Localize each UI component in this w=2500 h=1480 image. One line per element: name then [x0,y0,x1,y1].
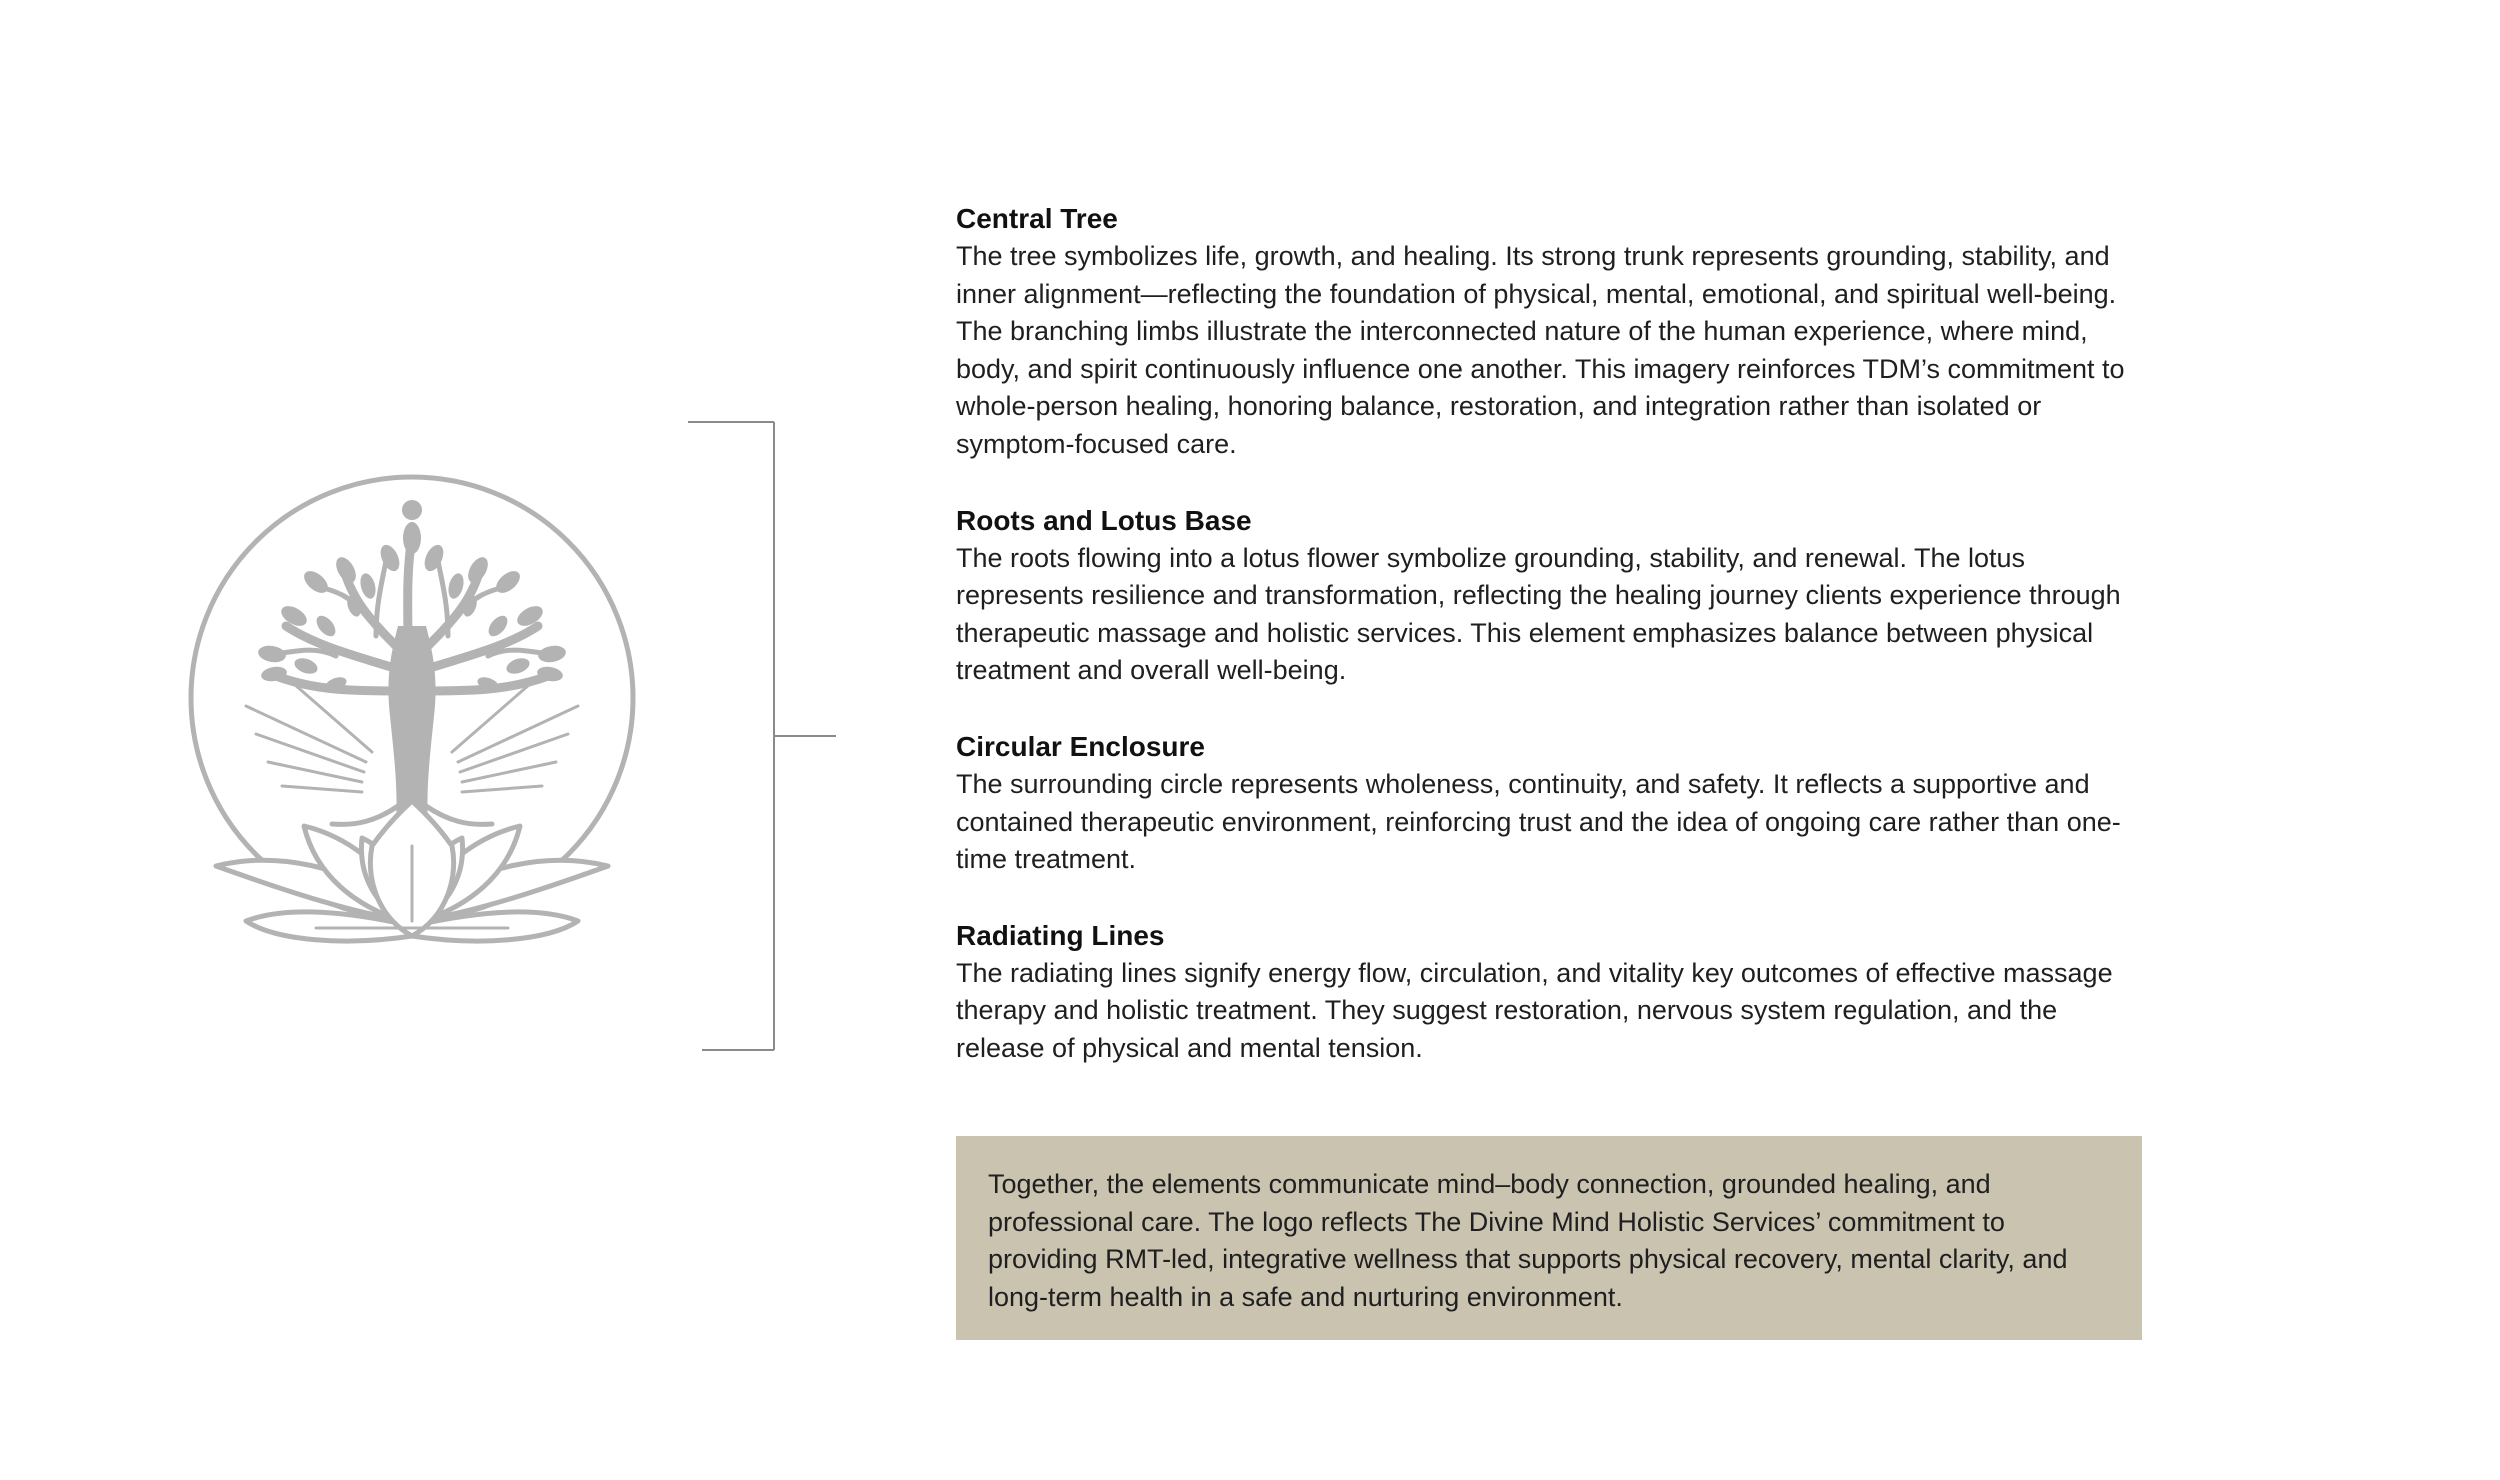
section-title: Radiating Lines [956,919,1165,951]
top-dot [402,500,422,520]
section-title: Central Tree [956,203,1118,234]
section-title: Circular Enclosure [956,730,1205,762]
bracket-connector [680,410,850,1060]
summary-text: Together, the elements communicate mind–body connection, grounded healing, and professional care. The logo reflects The Divine Mind Holistic Services’ commitment to providing RMT-led, integrative wellness that supports physical recovery, mental clarity, and long-term health in a safe and nurturing environment. [988,1169,2068,1312]
section-roots-lotus-base [956,502,2146,690]
summary-box [956,1136,2142,1340]
section-radiating-lines [956,917,2146,1068]
tree-of-life-lotus-logo [176,466,636,986]
section-body: The surrounding circle represents wholeness, continuity, and safety. It reflects a supportive and contained therapeutic environment, reinforcing trust and the idea of ongoing care rather than one-time treatment. [956,768,2121,875]
section-body: The tree symbolizes life, growth, and healing. Its strong trunk represents grounding, stability, and inner alignment—reflecting the foundation of physical, mental, emotional, and spiritual well-being. The branching limbs illustrate the interconnected nature of the human experience, where mind, body, and spirit continuously influence one another. This imagery reinforces TDM’s commitment to whole-person healing, honoring balance, restoration, and integration rather than isolated or symptom-focused care. [956,241,2125,459]
section-title: Roots and Lotus Base [956,504,1252,536]
section-body: The roots flowing into a lotus flower symbolize grounding, stability, and renewal. The lotus represents resilience and transformation, reflecting the healing journey clients experience through therapeutic massage and holistic services. This element emphasizes balance between physical treatment and overall well-being. [956,542,2121,686]
section-central-tree [956,200,2146,464]
logo-meaning-sections [956,200,2146,1106]
section-circular-enclosure [956,728,2146,879]
tree-trunk [388,626,435,826]
section-body: The radiating lines signify energy flow, circulation, and vitality key outcomes of effective massage therapy and holistic treatment. They suggest restoration, nervous system regulation, and the release of physical and mental tension. [956,957,2113,1063]
